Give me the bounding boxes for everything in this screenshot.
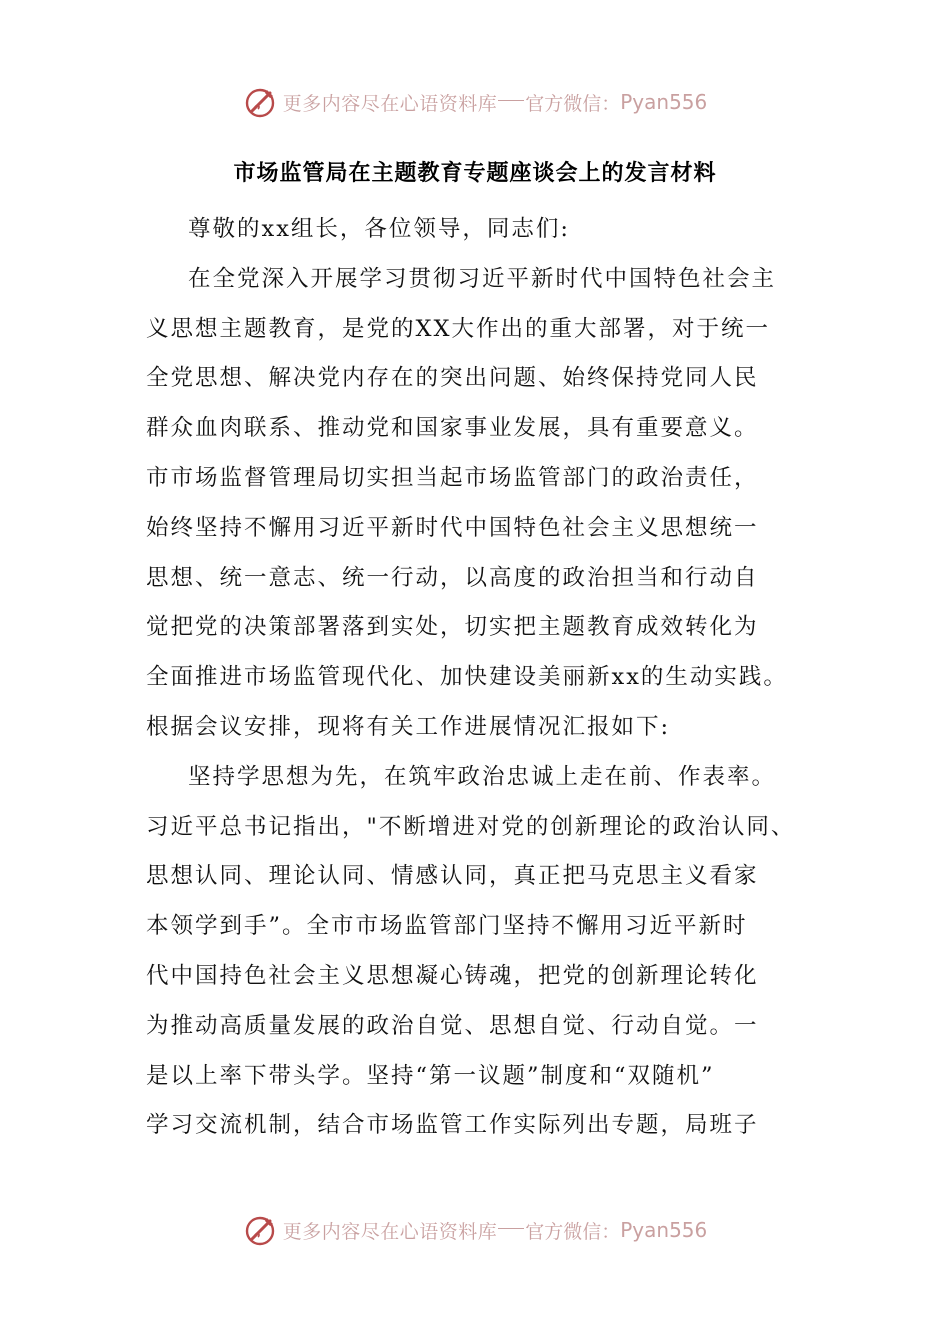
body-line: 代中国持色社会主义思想凝心铸魂，把党的创新理论转化 [146, 962, 759, 989]
watermark-dash [498, 100, 524, 101]
body-line: 觉把党的决策部署落到实处，切实把主题教育成效转化为 [146, 614, 759, 641]
watermark-id: Pyan556 [620, 90, 708, 114]
watermark-suffix: 官方微信： [525, 92, 621, 115]
footer-watermark [0, 1208, 950, 1252]
body-line: 义思想主题教育，是党的XX大作出的重大部署，对于统一 [146, 315, 771, 342]
pen-logo-icon [243, 1212, 279, 1248]
body-line: 始终坚持不懈用习近平新时代中国特色社会主义思想统一 [146, 514, 759, 541]
body-line: 在全党深入开展学习贯彻习近平新时代中国特色社会主 [188, 265, 777, 292]
body-line: 尊敬的xx组长，各位领导，同志们: [188, 216, 570, 242]
body-line: 是以上率下带头学。坚持“第一议题”制度和“双随机” [146, 1062, 715, 1089]
body-line: 群众血肉联系、推动党和国家事业发展，具有重要意义。 [146, 415, 759, 442]
pen-logo-icon [243, 84, 279, 120]
watermark-prefix: 更多内容尽在心语资料库 [282, 1220, 498, 1243]
body-line: 为推动高质量发展的政治自觉、思想自觉、行动自觉。一 [146, 1012, 759, 1039]
document-body [146, 205, 826, 1151]
body-line: 全党思想、解决党内存在的突出问题、始终保持党同人民 [146, 365, 759, 392]
body-line: 思想、统一意志、统一行动，以高度的政治担当和行动自 [146, 564, 759, 591]
body-line: 习近平总书记指出，"不断增进对党的创新理论的政治认同、 [146, 813, 796, 840]
body-line: 思想认同、理论认同、情感认同，真正把马克思主义看家 [146, 863, 759, 890]
body-line: 学习交流机制，结合市场监管工作实际列出专题，局班子 [146, 1112, 759, 1139]
body-line: 坚持学思想为先，在筑牢政治忠诚上走在前、作表率。 [188, 763, 777, 790]
watermark-suffix: 官方微信： [525, 1220, 621, 1243]
body-line: 根据会议安排，现将有关工作进展情况汇报如下: [146, 713, 671, 740]
watermark-dash [498, 1228, 524, 1229]
document-title: 市场监管局在主题教育专题座谈会上的发言材料 [233, 161, 717, 186]
body-line: 全面推进市场监管现代化、加快建设美丽新xx的生动实践。 [146, 664, 788, 691]
body-line: 本领学到手”。全市市场监管部门坚持不懈用习近平新时 [146, 913, 748, 940]
watermark-prefix: 更多内容尽在心语资料库 [282, 92, 498, 115]
header-watermark [0, 80, 950, 124]
body-line: 市市场监督管理局切实担当起市场监管部门的政治责任， [146, 464, 759, 491]
watermark-id: Pyan556 [620, 1218, 708, 1242]
